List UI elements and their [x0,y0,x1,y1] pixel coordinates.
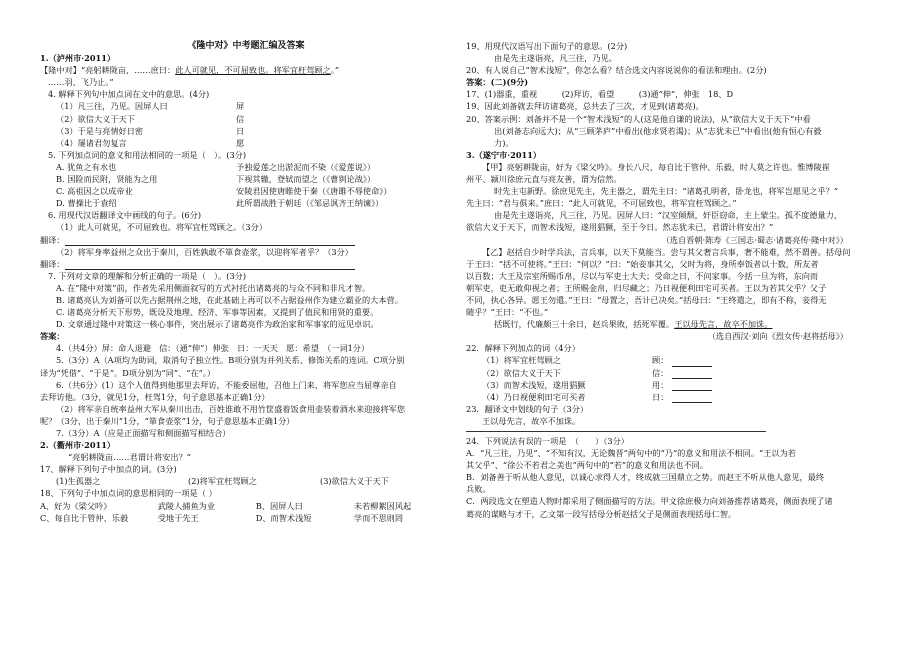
question-7: 7. 下列对文章的理解和分析正确的一项是（ ）。(3分) [48,270,247,281]
passage-line: 由是先主遂诣亮，凡三往，乃见。因屏人曰：“汉室倾颓，奸臣窃命，主上蒙尘。孤不度德量力， [494,210,843,221]
answers-heading: 答案： [40,331,65,342]
q23-sentence: 王以母先言，故卒不加诛。 [482,415,581,426]
right-column [466,40,898,520]
q6-part-1: （1）此人可就见，不可屈致也。将军宜枉驾顾之。（3分） [56,222,268,233]
section-1-heading: 1.（泸州市·2011） [40,53,116,64]
answer-4: 4.（共4分）屏：命人退避 信：（通“伸”）伸张 日：一天天 愿：希望 （一词1分） [56,343,370,354]
question-6: 6. 用现代汉语翻译文中画线的句子。(6分) [48,210,202,221]
q24-option-b: B．刘备善于听从他人意见，以诚心求得人才，终成就三国鼎立之势。而赵王不听从他人意见，最终 [466,472,825,483]
left-column [40,40,452,524]
passage-source: （选自西汉·刘向《烈女传·赵将括母》） [707,331,848,342]
q5-option: D. 曹操比于袁绍 此所谓战胜于朝廷（《邹忌讽齐王纳谏》） [56,198,384,209]
translation-line-1: 翻译： [40,234,452,246]
q5-option: C. 高祖因之以成帝业 安陵君因使唐睢使于秦（《唐雎不辱使命》） [56,186,392,197]
answer-6: 6.（共6分）(1）这个人值得到他那里去拜访，不能委屈他，召他上门来，将军您应当屈尊亲自 [56,379,397,390]
q4-item: （4）屡诸君勿复言 愿 [56,137,245,148]
q24-option-c: C．两段选文在塑造人物时都采用了侧面描写的方法。甲文徐庶极力向刘备推荐诸葛亮，侧面表现了诸 [466,496,833,507]
q7-option-d: D. 文章通过隆中对策这一核心事件，突出展示了诸葛亮作为政治家和军事家的远见卓识。 [56,319,379,330]
q19-sentence: 由是先主遂诣亮，凡三往，乃见。 [494,53,617,64]
answer-17: 17、(1)器重，重视 (2)拜访、看望 (3)通“伸”，伸张 18、D [466,89,734,100]
question-18: 18、下列句子中加点词的意思相同的一项是（ ） [40,488,217,499]
passage-line: 欲信大义于天下，而智术浅短，遂用猖獗，至于今日。然志犹未已，君谓计将安出？” [466,222,774,233]
section-1-quote-end: ……羽、飞乃止。” [48,77,114,88]
q4-item: （3）于是与亮情好日密 日 [56,125,245,136]
underlined-sentence: 王以母先言，故卒不加诛。 [674,319,773,330]
passage-line: 于王曰：“括不可使将。”王曰：“何以？”曰：“始妾事其父，父时为将，身所奉饭者以十数，所友者 [466,258,819,269]
answer-20-end: 力)。 [494,137,514,148]
answer-19: 19、因此刘备就去拜访诸葛亮，总共去了三次，才见到(诸葛亮)。 [466,101,704,112]
passage-line: 时先主屯新野。徐庶见先主，先主器之，谓先主曰：“诸葛孔明者，卧龙也，将军岂愿见之乎？” [494,186,839,197]
q22-item: （1）将军宜枉驾顾之 顾： [466,354,898,366]
q24-option-c-cont: 葛亮的谋略与才干，乙文第一段写括母分析赵括父子是侧面表现括母仁智。 [466,508,737,519]
q24-option-b-cont: 兵败。 [466,484,491,495]
passage-line: 括既行，代廉颇三十余日，赵兵果败，括死军覆。王以母先言，故卒不加诛。 [494,319,773,330]
q4-item: （1）凡三往，乃见。因屏人曰 屏 [56,101,245,112]
q5-option: B. 国险而民附，贤能为之用 下视其辙，登轼而望之（《曹刿论战》） [56,174,376,185]
answer-6-cont: 去拜访他。（3分，就见1分，枉驾1分，句子意思基本正确1分） [40,391,270,402]
q24-option-a: A．“凡三往，乃见”、“不知有汉，无论魏晋”两句中的“乃”的意义和用法不相同。“王以为若 [466,448,796,459]
answer-5: 5.（3分）A（A项均为助词，取消句子独立性。B项分别为并列关系、修饰关系的连词。C项分别 [56,355,405,366]
section-3-heading: 3.（遂宁市·2011） [466,149,542,160]
document-title: 《隆中对》中考题汇编及答案 [187,41,305,51]
answer-20: 20、答案示例：刘备并不是一个“智术浅短”的人(这是他自谦的说法)，从“欲信大义于天下”中看 [466,113,811,124]
answer-6-part-2: （2）将军亲自统率益州大军从秦川出击，百姓谁敢不用竹筐盛着饭食用壶装着酒水来迎接将军您 [56,403,406,414]
question-4: 4. 解释下列句中加点词在文中的意思。(4分) [48,89,210,100]
passage-line: 州平、颍川徐庶元直与亮友善，谓为信然。 [466,174,622,185]
answer-20-cont: 出(刘备志向远大)；从“三顾茅庐”中看出(他求贤若渴)；从“志犹未已”中看出(他有恒心有毅 [494,125,822,136]
question-20: 20、有人说自己“智术浅短”，你怎么看？结合选文内容说说你的看法和理由。(2分) [466,65,767,76]
q17-items: (1)生孤器之 (2)将军宜枉驾顾之 (3)欲信大义于天下 [56,476,389,487]
translation-line-2: 翻译： [40,258,452,270]
passage-source: （选自晋朝·陈寿《三国志·蜀志·诸葛亮传·隆中对》） [661,234,848,245]
q24-option-a-cont: 其父乎”、“徐公不若君之美也”两句中的“若”的意义和用法也不同。 [466,460,708,471]
answers-heading-2: 答案：(二)(9分) [466,77,529,88]
section-2-heading: 2.（衢州市·2011） [40,440,116,451]
answer-6-part-2-cont: 呢？（3分，出于秦川”1分，“箪食壶浆”1分，句子意思基本正确1分） [40,415,295,426]
passage-line: 【甲】亮躬耕陇亩，好为《梁父吟》。身长八尺，每自比于管仲、乐毅，时人莫之许也。惟博陵崔 [482,161,830,172]
section-1-quote: 【隆中对】“亮躬耕陇亩，……庶曰：此人可就见，不可屈致也。将军宜枉驾顾之。” [40,65,340,76]
passage-line: 朝军吏，吏无敢仰视之者；王所赐金帛，归尽藏之；乃日视便利田宅可买者。王以为若其父乎？父子 [466,282,827,293]
passage-line: 随乎？”王曰：“不也。” [466,307,549,318]
q22-item: （4）乃日视便利田宅可买者 日： [466,391,898,403]
passage-line: 先主曰：“君与俱来。”庶曰：“此人可就见，不可屈致也，将军宜枉驾顾之。” [466,198,737,209]
q5-option: A. 犹鱼之有水也 予独爱莲之出淤泥而不染（《爱莲说》） [56,161,376,172]
passage-line: 不同，执心各异。愿王勿遣。”王曰：“母置之，吾计已决矣。”括母曰：“王终遣之，即有不称，妾得无 [466,294,827,305]
q18-options-row: C、每自比于管仲、乐毅 受地于先王 D、而智术浅短 学而不思则罔 [40,512,404,523]
question-24: 24．下列说法有误的一项是 （ ）（3分） [466,436,629,446]
q22-item: （3）而智术浅短，遂用猖獗 用： [466,379,898,391]
q18-options-row: A、好为《梁父吟》 武陵人捕鱼为业 B、因屏人曰 未若柳絮因风起 [40,500,412,511]
question-5: 5. 下列加点词的意义和用法相同的一项是（ ）。(3分) [48,149,247,160]
question-19: 19、用现代汉语写出下面句子的意思。(2分) [466,41,628,51]
section-2-quote: “亮躬耕陇亩……君谓计将安出？” [68,452,191,463]
q22-item: （2）欲信大义于天下 信： [466,367,898,379]
question-23: 23．翻译文中划线的句子（3分） [466,403,589,414]
passage-line: 【乙】赵括自少时学兵法，言兵事，以天下莫能当。尝与其父奢言兵事，奢不能难，然不谓善。括母问 [482,246,851,257]
q7-option-a: A. 在“隆中对策”前，作者先采用侧面叙写的方式衬托出诸葛亮的与众不同和非凡才智。 [56,282,371,293]
q7-option-c: C. 诸葛亮分析天下形势，既设及地理、经济、军事等因素，又提到了值民和用贤的重要。 [56,307,379,318]
question-17: 17、解释下列句子中加点的词。(3分) [40,464,177,475]
question-22: 22．解释下列加点的词（4分） [466,343,580,354]
answer-rule [466,431,766,432]
q7-option-b: B. 诸葛亮认为刘备可以先占据荆州之地，在此基础上再可以不占据益州作为建立霸业的大本营。 [56,294,403,305]
underlined-sentence: 此人可就见，不可屈致也。将军宜枉驾顾之 [175,65,331,76]
passage-line: 以百数；大王及宗室所赐币帛，尽以与军吏士大夫；受命之日，不问家事。今括一旦为将，东向而 [466,270,819,281]
q4-item: （2）欲信大义于天下 信 [56,113,245,124]
answer-5-cont: 译为“凭借”、“于是”。D项分别为“同”、“在”。） [40,367,216,378]
answer-7: 7.（3分）A（应是正面描写和侧面描写相结合） [56,428,231,438]
q6-part-2: （2）将军身率益州之众出于秦川，百姓孰敢不箪食壶浆，以迎将军者乎？（3分） [56,246,353,257]
